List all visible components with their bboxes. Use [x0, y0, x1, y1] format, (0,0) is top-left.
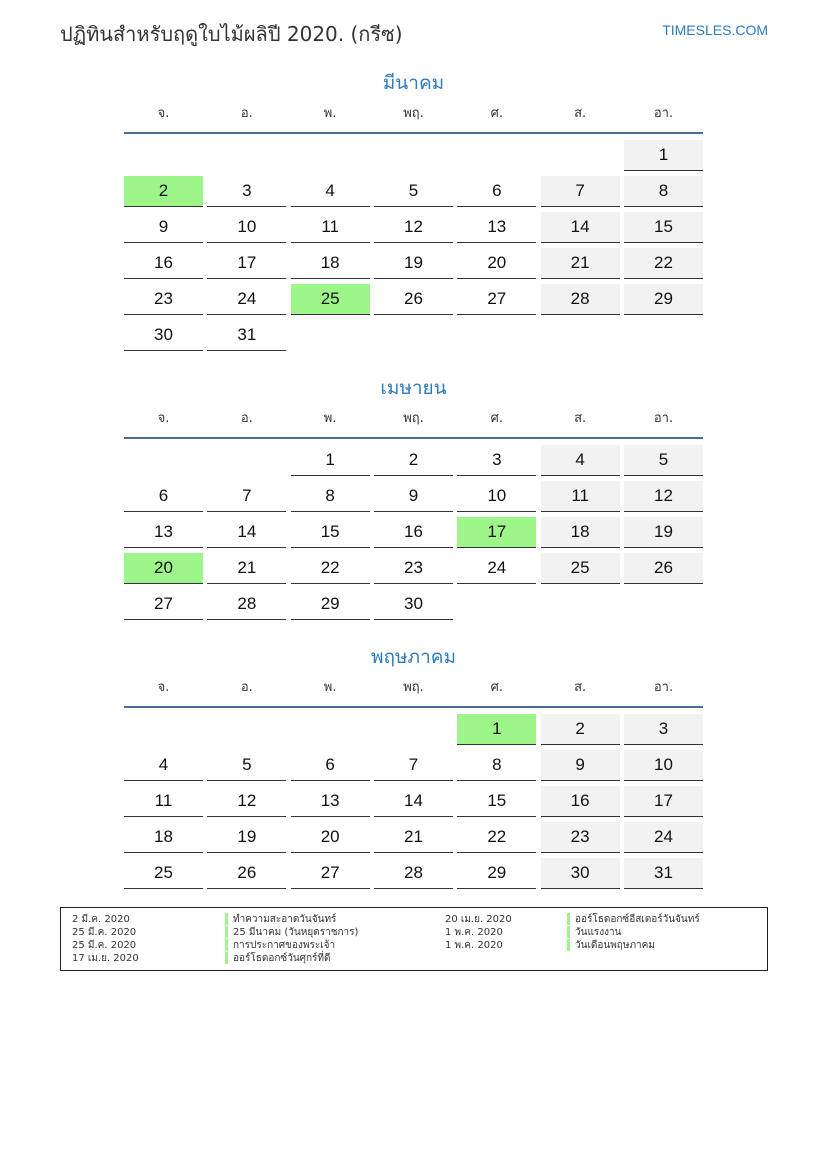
day-cell[interactable]: 30: [541, 858, 620, 889]
weekday-label: จ.: [157, 106, 170, 121]
day-cell[interactable]: 15: [457, 786, 536, 817]
weekday-header: [124, 405, 703, 435]
day-cell[interactable]: 31: [207, 320, 286, 351]
day-cell[interactable]: 5: [374, 176, 453, 207]
legend-entry: 1 พ.ค. 2020: [445, 927, 503, 938]
day-cell[interactable]: 19: [374, 248, 453, 279]
day-cell[interactable]: 25: [541, 553, 620, 584]
day-cell[interactable]: 7: [541, 176, 620, 207]
empty-cell: [207, 714, 286, 744]
day-cell[interactable]: 19: [624, 517, 703, 548]
legend-entry: 2 มี.ค. 2020: [72, 914, 130, 925]
weekday-header: [124, 100, 703, 130]
weekday-label: อ.: [240, 106, 253, 121]
day-cell[interactable]: 4: [541, 445, 620, 476]
weekday-label: พฤ.: [403, 680, 424, 695]
legend-marker: [567, 913, 570, 925]
day-cell[interactable]: 29: [624, 284, 703, 315]
holiday-day-cell[interactable]: 17: [457, 517, 536, 548]
day-cell[interactable]: 13: [291, 786, 370, 817]
page-header: [60, 18, 768, 48]
day-cell[interactable]: 30: [124, 320, 203, 351]
day-cell[interactable]: 10: [457, 481, 536, 512]
month-may: [124, 640, 703, 893]
site-link[interactable]: TIMESLES.COM: [662, 22, 768, 38]
day-grid: [124, 713, 703, 893]
day-cell[interactable]: 26: [374, 284, 453, 315]
day-cell[interactable]: 28: [207, 589, 286, 620]
day-cell[interactable]: 28: [541, 284, 620, 315]
legend-markers-left: [225, 913, 228, 965]
legend-entry: 25 มี.ค. 2020: [72, 927, 137, 938]
day-cell[interactable]: 18: [291, 248, 370, 279]
day-cell[interactable]: 3: [624, 714, 703, 745]
day-cell[interactable]: 27: [124, 589, 203, 620]
legend-marker: [225, 952, 228, 964]
legend-marker: [225, 939, 228, 951]
legend-names-left: [233, 913, 358, 965]
weekday-label: พฤ.: [403, 106, 424, 121]
day-cell[interactable]: 6: [457, 176, 536, 207]
weekday-label: พฤ.: [403, 411, 424, 426]
empty-cell: [124, 714, 203, 744]
holiday-legend: [60, 907, 768, 971]
day-cell[interactable]: 31: [624, 858, 703, 889]
legend-entry: ออร์โธดอกซ์อีสเตอร์วันจันทร์: [575, 914, 700, 925]
legend-entry: 17 เม.ย. 2020: [72, 953, 139, 964]
day-cell[interactable]: 10: [624, 750, 703, 781]
day-cell[interactable]: 21: [207, 553, 286, 584]
day-cell[interactable]: 12: [374, 212, 453, 243]
day-cell[interactable]: 8: [291, 481, 370, 512]
weekday-label: ศ.: [490, 680, 503, 695]
empty-cell: [124, 140, 203, 170]
day-cell[interactable]: 1: [624, 140, 703, 171]
day-cell[interactable]: 1: [291, 445, 370, 476]
day-cell[interactable]: 18: [124, 822, 203, 853]
legend-marker: [567, 939, 570, 951]
holiday-day-cell[interactable]: 2: [124, 176, 203, 207]
legend-entry: 1 พ.ค. 2020: [445, 940, 503, 951]
day-grid: [124, 139, 703, 355]
month-name: พฤษภาคม: [371, 646, 456, 668]
legend-entry: การประกาศของพระเจ้า: [233, 940, 336, 951]
weekday-label: อา.: [653, 106, 674, 121]
empty-cell: [374, 714, 453, 744]
weekday-label: พ.: [323, 680, 337, 695]
weekday-label: ศ.: [490, 411, 503, 426]
day-cell[interactable]: 14: [541, 212, 620, 243]
legend-entry: 25 มีนาคม (วันหยุดราชการ): [233, 927, 359, 938]
month-name: เมษายน: [380, 377, 447, 399]
holiday-day-cell[interactable]: 1: [457, 714, 536, 745]
empty-cell: [291, 714, 370, 744]
day-cell[interactable]: 15: [291, 517, 370, 548]
weekday-label: พ.: [323, 411, 337, 426]
empty-cell: [457, 140, 536, 170]
day-cell[interactable]: 7: [207, 481, 286, 512]
legend-markers-right: [567, 913, 570, 952]
day-cell[interactable]: 29: [291, 589, 370, 620]
day-cell[interactable]: 9: [374, 481, 453, 512]
day-cell[interactable]: 6: [124, 481, 203, 512]
weekday-label: จ.: [157, 680, 170, 695]
day-cell[interactable]: 24: [457, 553, 536, 584]
weekday-label: อ.: [240, 411, 253, 426]
day-cell[interactable]: 25: [124, 858, 203, 889]
day-cell[interactable]: 21: [541, 248, 620, 279]
day-cell[interactable]: 16: [374, 517, 453, 548]
day-cell[interactable]: 20: [457, 248, 536, 279]
day-cell[interactable]: 29: [457, 858, 536, 889]
day-cell[interactable]: 28: [374, 858, 453, 889]
holiday-day-cell[interactable]: 20: [124, 553, 203, 584]
legend-dates-right: [445, 913, 512, 952]
day-cell[interactable]: 11: [541, 481, 620, 512]
day-cell[interactable]: 24: [624, 822, 703, 853]
day-cell[interactable]: 5: [624, 445, 703, 476]
day-cell[interactable]: 17: [207, 248, 286, 279]
day-cell[interactable]: 26: [207, 858, 286, 889]
day-cell[interactable]: 13: [457, 212, 536, 243]
empty-cell: [374, 140, 453, 170]
day-cell[interactable]: 20: [291, 822, 370, 853]
day-cell[interactable]: 14: [374, 786, 453, 817]
legend-dates-left: [72, 913, 139, 965]
day-grid: [124, 444, 703, 624]
day-cell[interactable]: 19: [207, 822, 286, 853]
day-cell[interactable]: 13: [124, 517, 203, 548]
weekday-label: ส.: [574, 411, 587, 426]
legend-entry: 25 มี.ค. 2020: [72, 940, 137, 951]
day-cell[interactable]: 30: [374, 589, 453, 620]
header-divider: [124, 437, 703, 439]
day-cell[interactable]: 23: [124, 284, 203, 315]
legend-names-right: [575, 913, 700, 952]
day-cell[interactable]: 8: [457, 750, 536, 781]
day-cell[interactable]: 17: [624, 786, 703, 817]
day-cell[interactable]: 7: [374, 750, 453, 781]
header-divider: [124, 132, 703, 134]
day-cell[interactable]: 9: [124, 212, 203, 243]
day-cell[interactable]: 22: [291, 553, 370, 584]
day-cell[interactable]: 3: [457, 445, 536, 476]
day-cell[interactable]: 12: [624, 481, 703, 512]
holiday-day-cell[interactable]: 25: [291, 284, 370, 315]
day-cell[interactable]: 2: [541, 714, 620, 745]
day-cell[interactable]: 23: [541, 822, 620, 853]
weekday-label: จ.: [157, 411, 170, 426]
weekday-label: ส.: [574, 680, 587, 695]
day-cell[interactable]: 11: [124, 786, 203, 817]
weekday-label: ส.: [574, 106, 587, 121]
legend-entry: วันแรงงาน: [575, 927, 622, 938]
day-cell[interactable]: 24: [207, 284, 286, 315]
legend-marker: [225, 913, 228, 925]
day-cell[interactable]: 10: [207, 212, 286, 243]
day-cell[interactable]: 23: [374, 553, 453, 584]
empty-cell: [541, 140, 620, 170]
day-cell[interactable]: 14: [207, 517, 286, 548]
month-name: มีนาคม: [382, 72, 445, 94]
day-cell[interactable]: 5: [207, 750, 286, 781]
day-cell[interactable]: 22: [624, 248, 703, 279]
day-cell[interactable]: 4: [124, 750, 203, 781]
day-cell[interactable]: 15: [624, 212, 703, 243]
empty-cell: [207, 140, 286, 170]
empty-cell: [207, 445, 286, 475]
month-march: [124, 66, 703, 355]
weekday-label: พ.: [323, 106, 337, 121]
day-cell[interactable]: 21: [374, 822, 453, 853]
day-cell[interactable]: 26: [624, 553, 703, 584]
day-cell[interactable]: 2: [374, 445, 453, 476]
day-cell[interactable]: 12: [207, 786, 286, 817]
weekday-label: อา.: [653, 411, 674, 426]
weekday-label: อา.: [653, 680, 674, 695]
day-cell[interactable]: 9: [541, 750, 620, 781]
day-cell[interactable]: 16: [124, 248, 203, 279]
empty-cell: [124, 445, 203, 475]
legend-marker: [567, 926, 570, 938]
legend-entry: 20 เม.ย. 2020: [445, 914, 512, 925]
day-cell[interactable]: 27: [457, 284, 536, 315]
legend-entry: วันเดือนพฤษภาคม: [575, 940, 655, 951]
month-april: [124, 371, 703, 624]
empty-cell: [291, 140, 370, 170]
day-cell[interactable]: 11: [291, 212, 370, 243]
day-cell[interactable]: 22: [457, 822, 536, 853]
weekday-label: อ.: [240, 680, 253, 695]
header-divider: [124, 706, 703, 708]
day-cell[interactable]: 8: [624, 176, 703, 207]
day-cell[interactable]: 4: [291, 176, 370, 207]
legend-entry: ทำความสะอาดวันจันทร์: [233, 914, 337, 925]
legend-marker: [225, 926, 228, 938]
legend-entry: ออร์โธดอกซ์วันศุกร์ที่ดี: [233, 953, 331, 964]
weekday-label: ศ.: [490, 106, 503, 121]
weekday-header: [124, 674, 703, 704]
day-cell[interactable]: 18: [541, 517, 620, 548]
day-cell[interactable]: 3: [207, 176, 286, 207]
page-title: ปฏิทินสำหรับฤดูใบไม้ผลิปี 2020. (กรีซ): [60, 22, 403, 46]
day-cell[interactable]: 27: [291, 858, 370, 889]
day-cell[interactable]: 16: [541, 786, 620, 817]
day-cell[interactable]: 6: [291, 750, 370, 781]
